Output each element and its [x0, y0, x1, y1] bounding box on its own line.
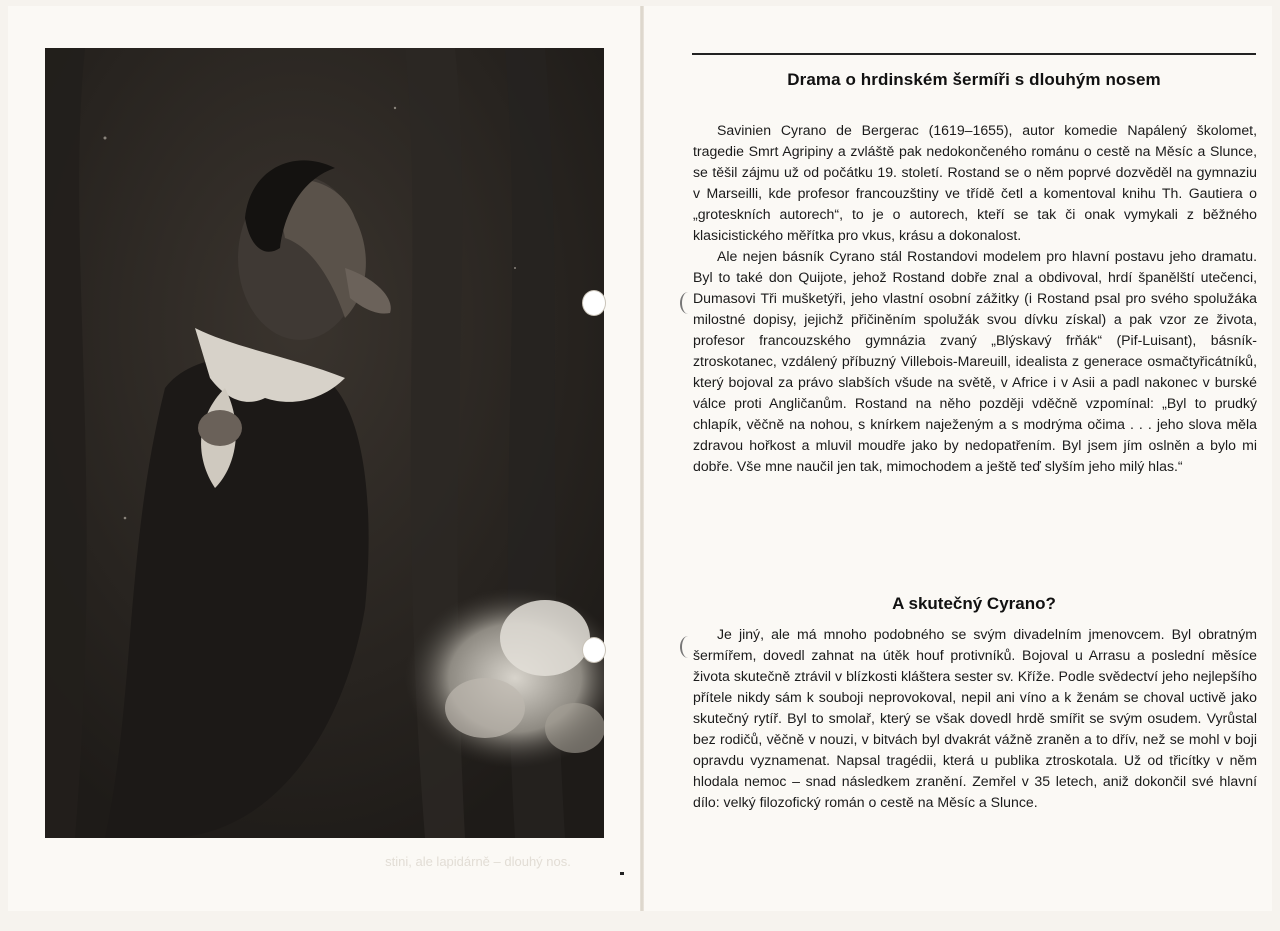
article-body-2 [693, 624, 1257, 813]
left-page [8, 6, 640, 911]
punch-hole-lower [582, 637, 606, 663]
paragraph: Savinien Cyrano de Bergerac (1619–1655), autor komedie Napálený školomet, tragedie Smrt Agripiny a zvláště pak nedokončeného románu o cestě na Měsíc a Slunce, se těšil zájmu už od počátku 19. století. Rostand se o něm poprvé dozvěděl na gymnaziu v Marseilli, kde profesor francouzštiny ve třídě četl a komentoval knihu Th. Gautiera o „groteskních autorech“, to je o autorech, kteří se tak či onak vymykali z běžného klasicistického měřítka pro vkus, krásu a dokonalost. [693, 122, 1257, 243]
stage-photo-image [45, 48, 604, 838]
right-page [644, 6, 1272, 911]
faded-caption: stini, ale lapidárně – dlouhý nos. [385, 854, 571, 869]
top-rule [692, 53, 1256, 55]
paragraph: Je jiný, ale má mnoho podobného se svým divadelním jmenovcem. Byl obratným šermířem, dovedl zahnat na útěk houf protivníků. Bojoval u Arrasu a poslední měsíce života skutečně ztrávil v blízkosti kláštera sester sv. Kříže. Podle svědectví jeho nejlepšího přítele nikdy sám k souboji neprovokoval, nepil ani víno a k ženám se choval uctivě jako skutečný rytíř. Byl to smolař, který se však dovedl hrdě smířit se svým osudem. Vyrůstal bez rodičů, věčně v nouzi, v bitvách byl dvakrát vážně zraněn a to dřív, než se mohl v boji opravdu vyznamenat. Napsal tragédii, která u publika ztroskotala. Už od třicítky v něm hlodala nemoc – snad následkem zranění. Zemřel v 35 letech, aniž dokončil své hlavní dílo: velký filozofický román o cestě na Měsíc a Slunce. [693, 626, 1257, 810]
article-body-1 [693, 120, 1257, 477]
paragraph: Ale nejen básník Cyrano stál Rostandovi modelem pro hlavní postavu jeho dramatu. Byl to také don Quijote, jehož Rostand dobře znal a obdivoval, hrdí španělští utečenci, Dumasovi Tři mušketýři, jeho vlastní osobní zážitky (i Rostand psal pro svého spolužáka milostné dopisy, jejichž přičiněním spolužák svou dívku získal) a pak vzor ze života, profesor francouzského gymnázia zvaný „Blýskavý frňák“ (Pif-Luisant), básník-ztroskotanec, vzdálený příbuzný Villebois-Mareuill, idealista z generace osmačtyřicátníků, který bojoval za právo slabších všude na světě, v Africe i v Asii a padl nakonec v burské válce proti Angličanům. Rostand na něho později vděčně vzpomínal: „Byl to prudký chlapík, věčně na nohou, s knírkem naježeným a s modrýma očima . . . jeho slova měla zdravou hořkost a mluvil moudře jako by nedopatřením. Byl jsem jím oslněn a bylo mi dobře. Vše mne naučil jen tak, mimochodem a ještě teď slyším jeho milý hlas.“ [693, 248, 1257, 474]
article-heading: Drama o hrdinském šermíři s dlouhým nosem [787, 70, 1161, 89]
stage-photo [45, 48, 604, 838]
section-heading: A skutečný Cyrano? [892, 594, 1056, 613]
print-mark [620, 872, 624, 875]
punch-hole-upper [582, 290, 606, 316]
